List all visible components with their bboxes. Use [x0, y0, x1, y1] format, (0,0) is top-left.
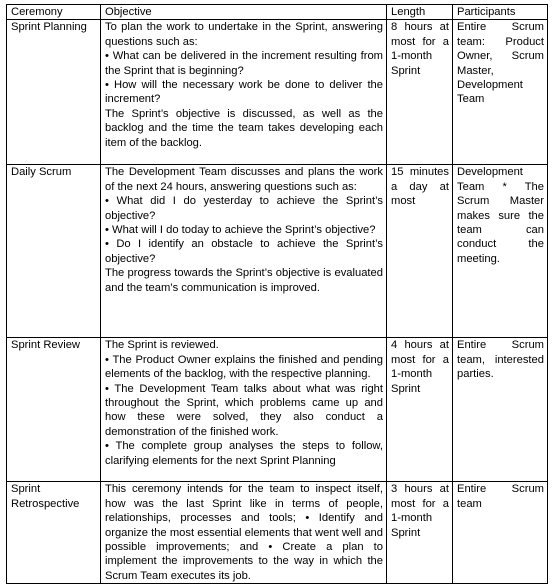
header-length: Length — [387, 5, 453, 20]
scrum-ceremonies-table — [6, 4, 548, 584]
objective-line: The progress towards the Sprint’s objective is evaluated and the team’s communication is improved. — [105, 267, 383, 294]
ceremony-cell: Sprint Review — [7, 338, 101, 482]
length-cell: 8 hours at most for a 1-month Sprint — [387, 20, 453, 165]
header-objective: Objective — [101, 5, 387, 20]
header-ceremony: Ceremony — [7, 5, 101, 20]
objective-line: To plan the work to undertake in the Sprint, answering questions such as: — [105, 21, 383, 48]
objective-line: • What will I do today to achieve the Sprint’s objective? — [105, 224, 376, 237]
ceremony-cell: Sprint Planning — [7, 20, 101, 165]
length-cell: 15 minutes a day at most — [387, 165, 453, 338]
objective-cell — [101, 165, 387, 338]
table-row — [7, 482, 548, 584]
table-row — [7, 338, 548, 482]
objective-line: This ceremony intends for the team to inspect itself, how was the last Sprint like in terms of people, relationships, processes and tools; • Identify and organize the most essential elements that went well and possible improvements; and • Create a plan to implement the improvements to the way in which the Scrum Team executes its job. — [105, 483, 383, 582]
participants-cell: Entire Scrum team — [453, 482, 548, 584]
objective-cell — [101, 482, 387, 584]
objective-cell — [101, 20, 387, 165]
objective-line: • The Product Owner explains the finished and pending elements of the backlog, with the respective planning. — [105, 353, 383, 381]
header-participants: Participants — [453, 5, 548, 20]
table-row — [7, 165, 548, 338]
objective-line: The Sprint is reviewed. — [105, 339, 219, 352]
objective-line: • What did I do yesterday to achieve the Sprint’s objective? — [105, 195, 383, 222]
ceremony-cell: Sprint Retrospective — [7, 482, 101, 584]
objective-line: The Sprint’s objective is discussed, as well as the backlog and the time the team takes developing each item of the backlog. — [105, 107, 383, 149]
objective-cell — [101, 338, 387, 482]
objective-line: • What can be delivered in the increment resulting from the Sprint that is beginning? — [105, 50, 383, 77]
ceremony-cell: Daily Scrum — [7, 165, 101, 338]
table-row — [7, 20, 548, 165]
table-header-row — [7, 5, 548, 20]
participants-cell: Development Team * The Scrum Master makes sure the team can conduct the meeting. — [453, 165, 548, 338]
objective-line: The Development Team discusses and plans the work of the next 24 hours, answering questions such as: — [105, 166, 383, 193]
objective-line: • Do I identify an obstacle to achieve the Sprint’s objective? — [105, 238, 383, 265]
objective-line: • How will the necessary work be done to deliver the increment? — [105, 79, 383, 106]
participants-cell: Entire Scrum team: Product Owner, Scrum Master, Development Team — [453, 20, 548, 165]
length-cell: 3 hours at most for a 1-month Sprint — [387, 482, 453, 584]
objective-line: • The complete group analyses the steps to follow, clarifying elements for the next Sprint Planning — [105, 440, 383, 467]
objective-line: • The Development Team talks about what was right throughout the Sprint, which problems came up and how these were solved, they also conduct a demonstration of the finished work. — [105, 382, 383, 438]
participants-cell: Entire Scrum team, interested parties. — [453, 338, 548, 482]
length-cell: 4 hours at most for a 1-month Sprint — [387, 338, 453, 482]
